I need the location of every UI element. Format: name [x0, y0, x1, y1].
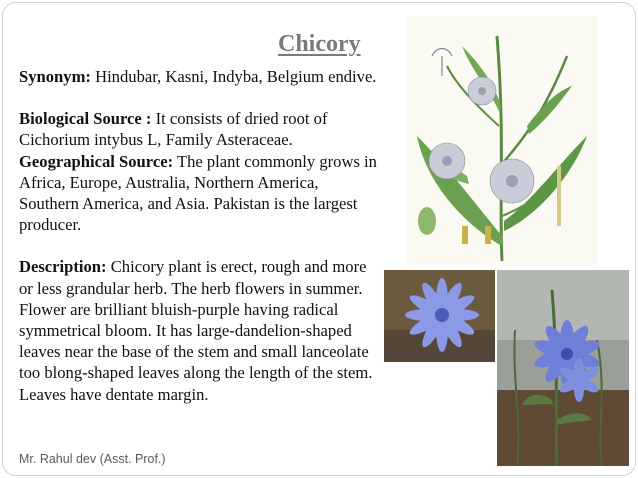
synonym-label: Synonym: [19, 67, 91, 86]
flower-closeup-image [384, 270, 495, 362]
description-paragraph [19, 256, 381, 404]
flower-photo-plant [497, 270, 629, 466]
flower-plant-image [497, 270, 629, 466]
biological-source-text: It consists of dried root of Cichorium intybus L, Family Asteraceae. [19, 109, 328, 150]
flower-photo-closeup [384, 270, 495, 362]
synonym-paragraph [19, 66, 381, 87]
biological-source-label: Biological Source : [19, 109, 152, 129]
author-footer: Mr. Rahul dev (Asst. Prof.) [19, 452, 166, 466]
geographical-source-label: Geographical Source: [19, 151, 174, 171]
description-text: Chicory plant is erect, rough and more or less grandular herb. The herb flowers in summer. Flower are brilliant bluish-purple having radical symmetrical bloom. It has large-dandelion-shaped leaves near the base of the stem and small lanceolate too blong-shaped leaves along the length of the stem. Leaves have dentate margin. [19, 257, 373, 404]
chicory-drawing [407, 16, 597, 266]
synonym-text: Hindubar, Kasni, Indyba, Belgium endive. [90, 67, 377, 86]
slide-body [19, 66, 381, 405]
botanical-illustration [407, 16, 597, 266]
geographical-source-paragraph [19, 151, 381, 236]
description-label: Description: [19, 257, 107, 277]
slide-title: Chicory [278, 31, 361, 57]
biological-source-paragraph [19, 108, 381, 150]
slide [2, 2, 636, 476]
geographical-source-text: The plant commonly grows in Africa, Europe, Australia, Northern America, Southern America, and Asia. Pakistan is the largest producer. [19, 151, 377, 235]
